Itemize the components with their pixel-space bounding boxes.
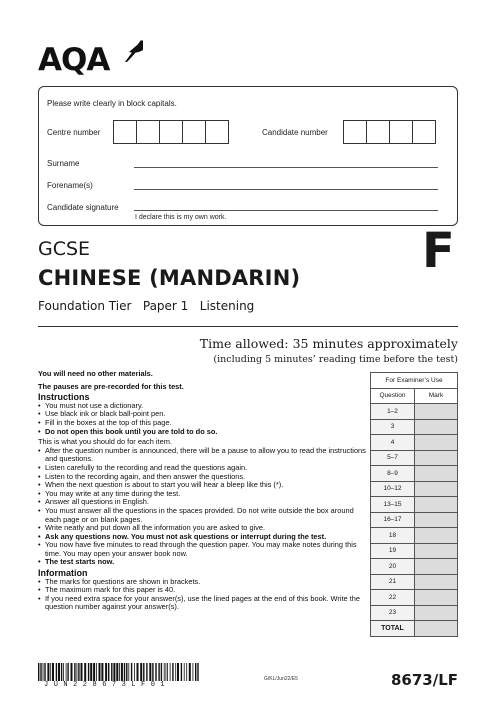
barcode-bar (170, 663, 171, 681)
table-row (371, 466, 458, 482)
centre-number-label: Centre number (47, 128, 101, 137)
signature-field[interactable] (134, 210, 438, 211)
barcode-bar (58, 663, 60, 681)
barcode-bar (38, 663, 39, 681)
surname-label: Surname (47, 159, 80, 168)
barcode-bar (44, 663, 45, 681)
barcode-bar (74, 663, 75, 681)
barcode-bar (128, 663, 129, 681)
list-item: • Use black ink or black ball-point pen. (38, 410, 368, 419)
barcode-bar (81, 663, 83, 681)
tier-label: Foundation Tier (38, 299, 132, 313)
barcode (38, 663, 200, 681)
mark-cell (415, 574, 458, 590)
paper-details (38, 299, 254, 313)
barcode-bar (189, 663, 191, 681)
barcode-bar (78, 663, 79, 681)
barcode-bar (197, 663, 198, 681)
pauses-note: The pauses are pre-recorded for this test. (38, 381, 184, 391)
barcode-bar (158, 663, 159, 681)
barcode-bar (167, 663, 168, 681)
barcode-bar (43, 663, 44, 681)
table-row (371, 621, 458, 637)
instructions-section (38, 370, 368, 612)
list-item: • You must not use a dictionary. (38, 402, 368, 411)
list-item: • Ask any questions now. You must not ask questions or interrupt during the test. (38, 533, 368, 542)
list-item: • You may write at any time during the test. (38, 490, 368, 499)
barcode-bar (195, 663, 196, 681)
barcode-bar (88, 663, 89, 681)
barcode-bar (61, 663, 62, 681)
candidate-number-box[interactable] (412, 120, 436, 144)
candidate-number-label: Candidate number (262, 128, 328, 137)
list-item: • The test starts now. (38, 558, 368, 567)
barcode-bar (77, 663, 78, 681)
candidate-number-boxes[interactable] (344, 120, 436, 144)
barcode-bar (193, 663, 194, 681)
mark-cell (415, 543, 458, 559)
question-cell: 5–7 (371, 450, 415, 466)
barcode-bar (172, 663, 173, 681)
list-item: • Listen to the recording again, and then answer the questions. (38, 473, 368, 482)
subject-title: CHINESE (MANDARIN) (38, 266, 301, 290)
form-instruction: Please write clearly in block capitals. (47, 99, 177, 108)
barcode-bar (124, 663, 125, 681)
table-row (371, 419, 458, 435)
list-item: • Answer all questions in English. (38, 498, 368, 507)
barcode-bar (175, 663, 176, 681)
examiner-table-title: For Examiner’s Use (371, 373, 458, 389)
list-item: • If you need extra space for your answer(s), use the lined pages at the end of this book. Write the question number against your answer(s). (38, 595, 368, 612)
question-cell: 18 (371, 528, 415, 544)
each-item-intro: This is what you should do for each item. (38, 437, 172, 447)
forenames-field[interactable] (134, 189, 438, 190)
mark-cell (415, 559, 458, 575)
barcode-bar (140, 663, 142, 681)
barcode-bar (105, 663, 107, 681)
barcode-bar (40, 663, 41, 681)
barcode-bar (56, 663, 57, 681)
instructions-heading: Instructions (38, 392, 90, 403)
list-item: • Listen carefully to the recording and read the questions again. (38, 464, 368, 473)
mark-cell (415, 528, 458, 544)
aqa-logo: AQA (38, 42, 110, 78)
barcode-bar (99, 663, 101, 681)
barcode-bar (161, 663, 162, 681)
barcode-bar (131, 663, 132, 681)
mark-cell (415, 450, 458, 466)
barcode-bar (152, 663, 153, 681)
question-cell: 21 (371, 574, 415, 590)
total-cell: TOTAL (371, 621, 415, 637)
barcode-bar (143, 663, 144, 681)
materials-note: You will need no other materials. (38, 369, 153, 378)
question-cell: 8–9 (371, 466, 415, 482)
list-item: • Fill in the boxes at the top of this page. (38, 419, 368, 428)
centre-number-box[interactable] (136, 120, 160, 144)
candidate-number-box[interactable] (389, 120, 413, 144)
information-heading: Information (38, 568, 88, 579)
question-cell: 10–12 (371, 481, 415, 497)
list-item: • Do not open this book until you are told to do so. (38, 428, 368, 437)
question-cell: 4 (371, 435, 415, 451)
barcode-bar (90, 663, 92, 681)
mark-cell (415, 481, 458, 497)
question-cell: 22 (371, 590, 415, 606)
time-allowed: Time allowed: 35 minutes approximately (199, 336, 458, 351)
question-cell: 23 (371, 605, 415, 621)
mark-column-header: Mark (415, 388, 458, 404)
aqa-leaf-icon (121, 38, 145, 64)
qualification-title: GCSE (38, 238, 91, 260)
question-cell: 19 (371, 543, 415, 559)
barcode-bar (71, 663, 73, 681)
question-cell: 3 (371, 419, 415, 435)
barcode-bar (166, 663, 167, 681)
mark-cell (415, 435, 458, 451)
mark-cell (415, 605, 458, 621)
table-row (371, 497, 458, 513)
barcode-bar (134, 663, 135, 681)
question-cell: 1–2 (371, 404, 415, 420)
table-row (371, 481, 458, 497)
declaration-text: I declare this is my own work. (135, 214, 227, 221)
list-item: • When the next question is about to start you will hear a bleep like this (*). (38, 481, 368, 490)
paper-type-label: Listening (199, 299, 255, 313)
centre-number-box[interactable] (182, 120, 206, 144)
barcode-bar (47, 663, 49, 681)
question-column-header: Question (371, 388, 415, 404)
barcode-bar (113, 663, 115, 681)
candidate-number-box[interactable] (343, 120, 367, 144)
barcode-bar (101, 663, 103, 681)
procedure-list (38, 447, 368, 567)
table-row (371, 543, 458, 559)
candidate-number-box[interactable] (366, 120, 390, 144)
barcode-bar (126, 663, 127, 681)
time-note: (including 5 minutes’ reading time before the test) (213, 354, 458, 365)
barcode-bar (84, 663, 86, 681)
barcode-bar (181, 663, 182, 681)
barcode-bar (66, 663, 67, 681)
barcode-bar (52, 663, 54, 681)
barcode-bar (108, 663, 109, 681)
barcode-bar (121, 663, 123, 681)
table-row (371, 559, 458, 575)
barcode-bar (149, 663, 151, 681)
centre-number-box[interactable] (113, 120, 137, 144)
mark-cell (415, 497, 458, 513)
barcode-bar (96, 663, 97, 681)
list-item: • The maximum mark for this paper is 40. (38, 586, 368, 595)
question-cell: 13–15 (371, 497, 415, 513)
barcode-bar (184, 663, 185, 681)
table-row (371, 404, 458, 420)
reference-code: G/KL/Jun22/E5 (264, 676, 298, 682)
table-row (371, 574, 458, 590)
barcode-text: JUN228673LF01 (44, 681, 171, 689)
list-item: • After the question number is announced, there will be a pause to allow you to read the instructions and questions. (38, 447, 368, 464)
centre-number-box[interactable] (205, 120, 229, 144)
barcode-bar (119, 663, 120, 681)
information-list (38, 578, 368, 612)
barcode-bar (63, 663, 64, 681)
list-item: • The marks for questions are shown in brackets. (38, 578, 368, 587)
barcode-bar (146, 663, 147, 681)
table-row (371, 605, 458, 621)
signature-label: Candidate signature (47, 203, 119, 212)
barcode-bar (186, 663, 187, 681)
mark-cell (415, 404, 458, 420)
paper-code: 8673/LF (390, 671, 458, 689)
mark-cell (415, 419, 458, 435)
paper-label: Paper 1 (142, 299, 189, 313)
table-row (371, 450, 458, 466)
total-mark-cell (415, 621, 458, 637)
centre-number-boxes[interactable] (114, 120, 229, 144)
centre-number-box[interactable] (159, 120, 183, 144)
barcode-bar (155, 663, 156, 681)
mark-cell (415, 512, 458, 528)
barcode-bar (111, 663, 112, 681)
barcode-bar (164, 663, 165, 681)
list-item: • You must answer all the questions in the spaces provided. Do not write outside the box around each page or on blank pages. (38, 507, 368, 524)
tier-letter: F (422, 223, 455, 279)
table-row (371, 435, 458, 451)
table-row (371, 528, 458, 544)
list-item: • You now have five minutes to read through the question paper. You may make notes during this time. You may open your answer book now. (38, 541, 368, 558)
barcode-bar (67, 663, 68, 681)
surname-field[interactable] (134, 167, 438, 168)
forenames-label: Forename(s) (47, 181, 93, 190)
mark-cell (415, 590, 458, 606)
mark-cell (415, 466, 458, 482)
barcode-bar (93, 663, 95, 681)
table-row (371, 590, 458, 606)
question-cell: 20 (371, 559, 415, 575)
barcode-bar (50, 663, 51, 681)
divider (38, 326, 458, 327)
barcode-bar (177, 663, 179, 681)
barcode-bar (116, 663, 118, 681)
table-row (371, 512, 458, 528)
examiner-use-table (370, 372, 458, 637)
list-item: • Write neatly and put down all the information you are asked to give. (38, 524, 368, 533)
question-cell: 16–17 (371, 512, 415, 528)
barcode-bar (137, 663, 139, 681)
instructions-list (38, 402, 368, 436)
